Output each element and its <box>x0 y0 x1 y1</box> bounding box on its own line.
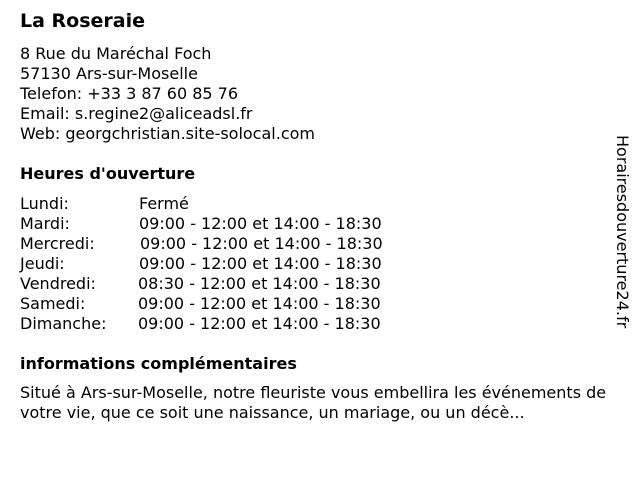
website-line: Web: georgchristian.site-solocal.com <box>20 124 315 143</box>
day-label: Samedi: <box>20 294 86 313</box>
day-label: Vendredi: <box>20 274 96 293</box>
day-label: Mardi: <box>20 214 70 233</box>
time-value: 09:00 - 12:00 et 14:00 - 18:30 <box>138 314 381 333</box>
day-label: Dimanche: <box>20 314 107 333</box>
hours-row-mercredi <box>20 234 460 254</box>
address-line-1: 8 Rue du Maréchal Foch <box>20 44 212 63</box>
watermark-text: Horairesdouverture24.fr <box>613 135 632 329</box>
hours-row-lundi <box>20 194 460 214</box>
time-value: 09:00 - 12:00 et 14:00 - 18:30 <box>138 294 381 313</box>
business-name: La Roseraie <box>20 10 146 32</box>
hours-row-samedi <box>20 294 460 314</box>
hours-row-mardi <box>20 214 460 234</box>
additional-info-heading: informations complémentaires <box>20 354 297 373</box>
time-value: Fermé <box>139 194 189 213</box>
time-value: 09:00 - 12:00 et 14:00 - 18:30 <box>139 214 382 233</box>
day-label: Mercredi: <box>20 234 95 253</box>
time-value: 08:30 - 12:00 et 14:00 - 18:30 <box>138 274 381 293</box>
hours-row-jeudi <box>20 254 460 274</box>
email-line: Email: s.regine2@aliceadsl.fr <box>20 104 253 123</box>
opening-hours-table <box>20 194 460 334</box>
phone-line: Telefon: +33 3 87 60 85 76 <box>20 84 239 103</box>
contact-block <box>20 44 315 144</box>
time-value: 09:00 - 12:00 et 14:00 - 18:30 <box>139 254 382 273</box>
hours-row-vendredi <box>20 274 460 294</box>
description-text: Situé à Ars-sur-Moselle, notre fleuriste vous embellira les événements de votre vie, que ce soit une naissance, un mariage, ou un décè... <box>20 383 607 422</box>
hours-row-dimanche <box>20 314 460 334</box>
address-line-2: 57130 Ars-sur-Moselle <box>20 64 198 83</box>
opening-hours-heading: Heures d'ouverture <box>20 164 196 183</box>
time-value: 09:00 - 12:00 et 14:00 - 18:30 <box>140 234 383 253</box>
day-label: Lundi: <box>20 194 69 213</box>
day-label: Jeudi: <box>20 254 65 273</box>
